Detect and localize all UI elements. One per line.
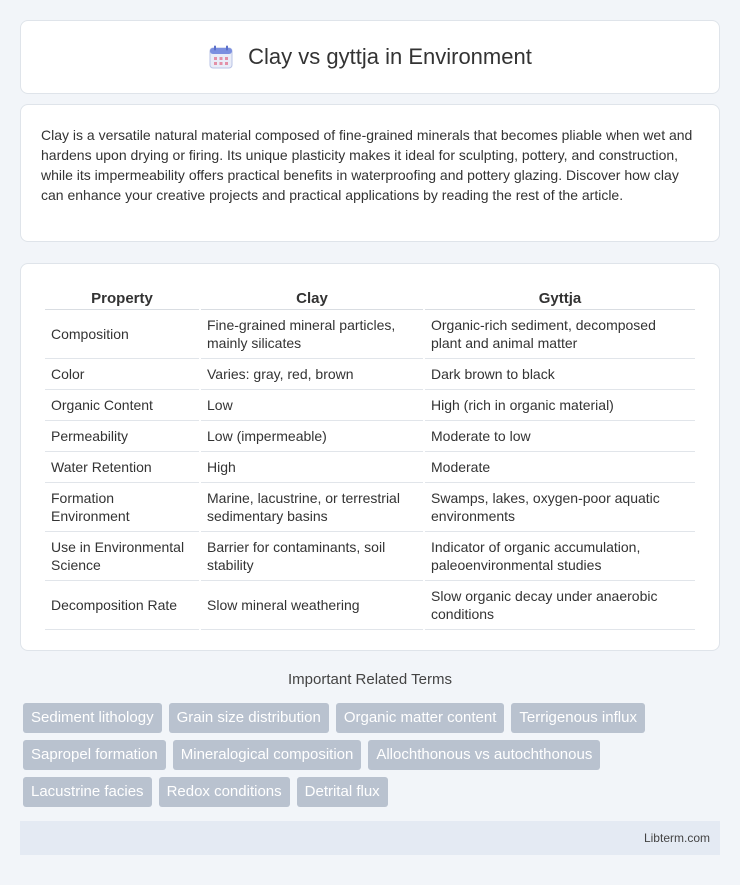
related-term-tag[interactable]: Sapropel formation [23, 740, 166, 770]
intro-card [20, 104, 720, 242]
footer-brand-link[interactable]: Libterm.com [643, 831, 710, 845]
page-title: Clay vs gyttja in Environment [248, 44, 532, 69]
related-term-tag[interactable]: Detrital flux [297, 777, 388, 807]
related-terms-title: Important Related Terms [288, 671, 452, 688]
cell-property: Decomposition Rate [45, 581, 199, 630]
cell-property: Formation Environment [45, 483, 199, 532]
related-term-tag[interactable]: Sediment lithology [23, 703, 162, 733]
cell-gyttja: High (rich in organic material) [425, 390, 695, 421]
header-gyttja: Gyttja [425, 284, 695, 310]
cell-clay: Low (impermeable) [201, 421, 423, 452]
cell-clay: Barrier for contaminants, soil stability [201, 532, 423, 581]
calendar-icon [208, 44, 234, 70]
cell-clay: High [201, 452, 423, 483]
cell-gyttja: Organic-rich sediment, decomposed plant and animal matter [425, 310, 695, 359]
cell-property: Organic Content [45, 390, 199, 421]
table-row [45, 421, 695, 452]
table-row [45, 483, 695, 532]
header-card [20, 20, 720, 94]
cell-clay: Marine, lacustrine, or terrestrial sedimentary basins [201, 483, 423, 532]
table-row [45, 581, 695, 630]
cell-property: Use in Environmental Science [45, 532, 199, 581]
cell-gyttja: Swamps, lakes, oxygen-poor aquatic environments [425, 483, 695, 532]
cell-property: Water Retention [45, 452, 199, 483]
table-row [45, 359, 695, 390]
related-term-tag[interactable]: Redox conditions [159, 777, 290, 807]
table-row [45, 452, 695, 483]
header-property: Property [45, 284, 199, 310]
header-clay: Clay [201, 284, 423, 310]
cell-gyttja: Indicator of organic accumulation, paleoenvironmental studies [425, 532, 695, 581]
related-term-tag[interactable]: Grain size distribution [169, 703, 329, 733]
cell-gyttja: Slow organic decay under anaerobic conditions [425, 581, 695, 630]
comparison-table [43, 284, 697, 630]
related-term-tag[interactable]: Mineralogical composition [173, 740, 362, 770]
related-term-tag[interactable]: Lacustrine facies [23, 777, 152, 807]
related-terms-list [23, 703, 723, 807]
cell-property: Permeability [45, 421, 199, 452]
table-row [45, 532, 695, 581]
table-header-row [45, 284, 695, 310]
table-row [45, 310, 695, 359]
cell-clay: Varies: gray, red, brown [201, 359, 423, 390]
cell-gyttja: Moderate [425, 452, 695, 483]
cell-gyttja: Moderate to low [425, 421, 695, 452]
related-term-tag[interactable]: Terrigenous influx [511, 703, 645, 733]
cell-clay: Low [201, 390, 423, 421]
cell-clay: Fine-grained mineral particles, mainly silicates [201, 310, 423, 359]
header [208, 44, 532, 70]
cell-property: Composition [45, 310, 199, 359]
cell-gyttja: Dark brown to black [425, 359, 695, 390]
cell-property: Color [45, 359, 199, 390]
comparison-table-card [20, 263, 720, 651]
footer [20, 821, 720, 855]
table-row [45, 390, 695, 421]
cell-clay: Slow mineral weathering [201, 581, 423, 630]
related-term-tag[interactable]: Allochthonous vs autochthonous [368, 740, 600, 770]
related-term-tag[interactable]: Organic matter content [336, 703, 505, 733]
intro-text: Clay is a versatile natural material composed of fine-grained minerals that becomes pliable when wet and hardens upon drying or firing. Its unique plasticity makes it ideal for sculpting, pottery, and construction, while its impermeability offers practical benefits in waterproofing and pottery glazing. Discover how clay can enhance your creative projects and practical applications by reading the rest of the article. [41, 127, 693, 203]
